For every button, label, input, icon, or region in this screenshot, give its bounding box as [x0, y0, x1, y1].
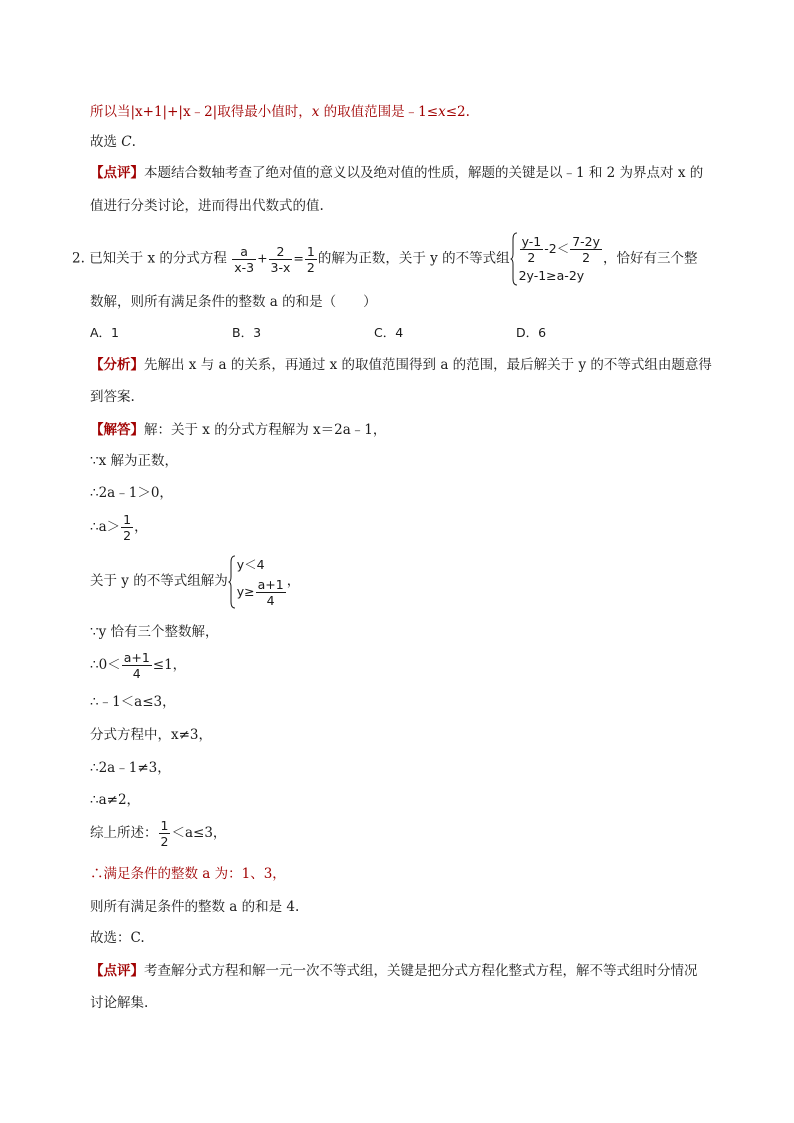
- solution-step: ∴2a﹣1≠3，: [90, 760, 171, 776]
- system-row-1: [519, 232, 603, 266]
- solution-inequality-system: [228, 555, 287, 609]
- solution-line-2: [90, 451, 178, 471]
- option-c: C．4: [374, 325, 404, 340]
- fraction-numerator: 1: [306, 243, 315, 259]
- answer-end: .: [131, 134, 136, 150]
- fraction-denominator: 3-x: [270, 259, 291, 275]
- system-row-1-mid: -2＜: [544, 241, 570, 256]
- question-2-stem-cont: [90, 292, 377, 312]
- fraction-1-over-2: [305, 244, 317, 275]
- solution-step: ∵y 恰有三个整数解，: [90, 624, 219, 640]
- solution-step: 故选：C.: [90, 930, 145, 946]
- fraction-denominator: 2: [527, 250, 536, 265]
- fraction-numerator: 2: [269, 244, 293, 260]
- solution-step: ∴a≠2，: [90, 792, 141, 808]
- conclusion-end: ≤2.: [445, 104, 470, 120]
- solution-line-13: [90, 864, 286, 884]
- solution-step-end: ＜a≤3，: [171, 825, 227, 841]
- solution-step-end: ，: [286, 573, 301, 589]
- solution-line-9: [90, 725, 212, 745]
- solution-step: 综上所述：: [90, 825, 158, 841]
- fraction-numerator: y-1: [521, 234, 542, 249]
- solution-line-7: [90, 648, 186, 682]
- question-number: 2.: [72, 250, 85, 267]
- solution-step: ∴﹣1＜a≤3，: [90, 694, 176, 710]
- solution-line-5: [90, 551, 300, 611]
- previous-answer-line: [90, 132, 136, 152]
- plus-sign: +: [257, 250, 268, 266]
- solution-tag: 【解答】: [90, 422, 144, 438]
- fraction-denominator: 4: [132, 666, 141, 681]
- system-row-2: [237, 575, 287, 609]
- fraction-a-over-x-3: [232, 244, 256, 275]
- fraction-numerator: a+1: [123, 650, 150, 665]
- fraction-denominator: 4: [266, 592, 275, 608]
- solution-line-1: [90, 420, 386, 440]
- answer-prefix: 故选: [90, 134, 122, 150]
- var-x: x: [438, 104, 446, 120]
- solution-line-11: [90, 790, 140, 810]
- comment-text: 考查解分式方程和解一元一次不等式组，关键是把分式方程化整式方程，解不等式组时分情况: [144, 963, 698, 979]
- conclusion-text: 所以当|x+1|+|x﹣2|取得最小值时，: [90, 104, 312, 120]
- question-text-c: ，恰好有三个整: [603, 250, 698, 267]
- solution-line-15: [90, 928, 145, 948]
- fraction-a+1-over-4: [256, 577, 286, 608]
- analysis-tag: 【分析】: [90, 357, 144, 373]
- fraction-1-over-2: [121, 512, 133, 543]
- solution-step: ∵x 解为正数，: [90, 453, 178, 469]
- solution-line-12: [90, 816, 226, 850]
- solution-step: ∴满足条件的整数 a 为：1、3，: [90, 866, 286, 882]
- comment-tag: 【点评】: [90, 963, 144, 979]
- analysis: [90, 355, 712, 375]
- solution-line-6: [90, 622, 219, 642]
- fraction-numerator: 1: [160, 818, 169, 833]
- fraction-denominator: 2: [160, 834, 169, 849]
- fraction-numerator: 1: [123, 512, 132, 527]
- fraction-denominator: x-3: [234, 259, 255, 275]
- solution-step: ∴a＞: [90, 519, 121, 535]
- system-row-1: y＜4: [236, 556, 265, 572]
- fraction-numerator: a+1: [257, 576, 284, 592]
- fraction-numerator: a: [232, 244, 256, 260]
- comment-text-cont: 值进行分类讨论，进而得出代数式的值.: [90, 198, 324, 214]
- inequality-system: [510, 232, 603, 286]
- equals-sign: =: [293, 250, 304, 266]
- comment-1-cont: [90, 196, 324, 216]
- var-x: x: [311, 104, 320, 120]
- solution-step: 关于 y 的不等式组解为: [90, 573, 228, 589]
- question-text-b: 的解为正数，关于 y 的不等式组: [317, 250, 510, 267]
- comment-text-cont: 讨论解集.: [90, 995, 149, 1011]
- option-b: B．3: [232, 325, 262, 340]
- question-text-a: 已知关于 x 的分式方程: [89, 250, 227, 267]
- fraction-denominator: 2: [582, 250, 591, 265]
- solution-line-3: [90, 483, 173, 503]
- fraction-y-1-over-2: [520, 234, 544, 265]
- solution-step: 分式方程中，x≠3，: [90, 727, 213, 743]
- fraction-a+1-over-4: [122, 650, 152, 681]
- system-row-2: 2y-1≥a-2y: [518, 268, 585, 283]
- answer-choice: C: [121, 134, 132, 150]
- solution-step-end: ，: [134, 519, 148, 535]
- question-2-stem: [72, 232, 698, 286]
- option-d: D．6: [516, 325, 547, 340]
- comment-text: 本题结合数轴考查了绝对值的意义以及绝对值的性质，解题的关键是以﹣1 和 2 为界点对 x 的: [144, 165, 704, 181]
- solution-line-14: [90, 897, 299, 917]
- solution-step: ∴2a﹣1＞0，: [90, 485, 173, 501]
- option-a: A．1: [90, 325, 120, 340]
- left-brace-icon: [510, 232, 518, 286]
- fraction-denominator: 2: [123, 528, 132, 543]
- solution-line-4: [90, 510, 148, 544]
- analysis-text-cont: 到答案.: [90, 389, 135, 405]
- solution-line-8: [90, 692, 176, 712]
- solution-step: 则所有满足条件的整数 a 的和是 4.: [90, 899, 300, 915]
- solution-step-end: ≤1，: [152, 657, 187, 673]
- comment-2: [90, 961, 698, 981]
- fraction-denominator: 2: [306, 259, 315, 275]
- conclusion-range: 的取值范围是﹣1≤: [319, 104, 439, 120]
- fraction-2-over-3-x: [269, 244, 293, 275]
- analysis-cont: [90, 387, 135, 407]
- comment-2-cont: [90, 993, 148, 1013]
- comment-tag: 【点评】: [90, 165, 144, 181]
- fraction-numerator: 7-2y: [572, 234, 601, 249]
- solution-step: 解：关于 x 的分式方程解为 x＝2a﹣1，: [144, 422, 387, 438]
- solution-step: ∴0＜: [90, 657, 121, 673]
- fraction-1-over-2: [159, 818, 171, 849]
- left-brace-icon: [228, 555, 236, 609]
- system-row-2-lhs: y≥: [236, 583, 255, 599]
- question-text-d: 数解，则所有满足条件的整数 a 的和是（ ）: [90, 294, 377, 310]
- solution-line-10: [90, 758, 171, 778]
- options-row: [90, 323, 658, 343]
- fraction-7-2y-over-2: [570, 234, 602, 265]
- previous-conclusion-line: [90, 102, 470, 122]
- comment-1: [90, 163, 703, 183]
- analysis-text: 先解出 x 与 a 的关系，再通过 x 的取值范围得到 a 的范围，最后解关于 y 的不等式组由题意得: [144, 357, 712, 373]
